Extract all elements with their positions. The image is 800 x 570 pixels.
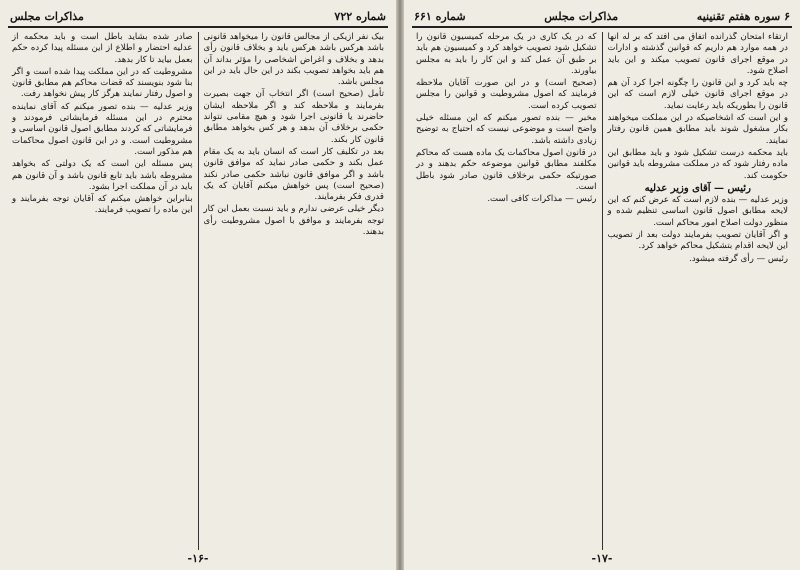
- paragraph: که در یک کاری در یک مرحله کمیسیون قانون را تشکیل شود تصویب خواهد کرد و کمیسیون هم باید بر طبق آن عمل کند و این کار را باید به مجلس بیاورند.: [416, 32, 597, 76]
- paragraph: ارتقاء امتحان گذرانده اتفاق می افتد که بر له آنها در همه موارد هم داریم که قوانین گذشته و ادارات در موقع اجرای قانون تصویب میکند و این باید اصلاح شود.: [607, 32, 788, 76]
- section-heading: رئیس — آقای وزیر عدلیه: [644, 182, 751, 194]
- paragraph: رئیس — مذاکرات کافی است.: [487, 194, 597, 205]
- right-page: [402, 0, 800, 570]
- left-page-column-1: [200, 32, 389, 550]
- left-page-columns: [8, 32, 388, 550]
- paragraph: باید محکمه درست تشکیل شود و باید مطابق این ماده رفتار شود که در مملکت مشروطه باید قوانین حکومت کند.: [607, 147, 788, 181]
- right-header-date-label: ۶ سوره هفتم تقنينيه: [696, 9, 790, 23]
- paragraph: (صحیح است) و در این صورت آقایان ملاحظه فرمایند که اصول مشروطیت و قوانین را مجلس تصویب کرده است.: [416, 78, 597, 111]
- paragraph: رئیس — رأی گرفته میشود.: [689, 253, 788, 264]
- left-page-number: -۱۶-: [187, 552, 209, 565]
- left-header-journal-title: مذاكرات مجلس: [10, 9, 84, 23]
- paragraph: چه باید کرد و این قانون را چگونه اجرا کرد آن هم در موقع اجرای قانون خیلی لازم است که این قانون را بطوریکه باید رعایت نماید.: [607, 78, 788, 111]
- paragraph: بنابراین خواهش میکنم که آقایان توجه بفرمایند و این ماده را تصویب فرمایند.: [12, 194, 193, 216]
- right-page-column-1: [604, 32, 793, 550]
- right-header-journal-title: مذاكرات مجلس: [544, 9, 619, 23]
- paragraph: در قانون اصول محاکمات یک ماده هست که محاکم مکلفند مطابق قوانین موضوعه حکم بدهند و در صورتیکه حکمی برخلاف قانون صادر شود باطل است.: [416, 147, 597, 192]
- paragraph: پس مسئله این است که یک دولتی که بخواهد مشروطه باشد باید تابع قانون باشد و آن قانون هم باید در آن مملکت اجرا بشود.: [12, 159, 193, 192]
- paragraph: مخبر — بنده تصور میکنم که این مسئله خیلی واضح است و موضوعی نیست که احتیاج به توضیح زیادی داشته باشد.: [416, 113, 597, 146]
- paragraph: بیک نفر ازیکی از مجالس قانون را میخواهد قانونی باشد هرکس باشد هرکس باید و بخلاف قانون رأی بدهد و بخلاف و اغراض اشخاصی را مؤثر بداند آن هم باید بخواهد تصویب بکند در این حال باید در این مجلس باشد.: [203, 32, 384, 88]
- paragraph: و اگر آقایان تصویب بفرمایند دولت بعد از تصویب این لایحه اقدام بتشکیل محاکم خواهد کرد.: [607, 230, 788, 252]
- right-page-columns: [412, 32, 792, 550]
- left-page-header: [8, 8, 388, 28]
- paragraph: صادر شده بشاید باطل است و باید محکمه از عدلیه احتضار و اطلاع از این مسئله پیدا کرده حکم بعمل بیاید تا کار بدهد.: [12, 32, 193, 65]
- right-header-left-label: شماره ۶۶۱: [414, 9, 466, 23]
- right-page-header: [412, 8, 792, 28]
- left-page-column-2: [8, 32, 197, 550]
- left-page: [0, 0, 398, 570]
- paragraph: مشروطیت که در این مملکت پیدا شده است و اگر بنا شود بنویسند که قضات محاکم هم مطابق قانون و اصول رفتار نمایند هرگز کار پیش نخواهد رفت.: [12, 66, 193, 100]
- column-divider: [198, 32, 199, 550]
- paragraph: بعد در تکلیف کار است که انسان باید به یک مقام عمل بکند و حکمی صادر نماید که موافق قانون باشد و اگر موافق قانون نباشد حکمی صادر نکند (صحیح است) پس خواهش میکنم آقایان که یک قدری فکر بفرمایند.: [203, 146, 384, 203]
- paragraph: وزیر عدلیه — بنده تصور میکنم که آقای نماینده محترم در این مسئله فرمایشاتی فرمودند و فرمایشاتی که کردند مطابق اصول قانون اساسی و مشروطیت است. و در این قانون اصول محاکمات هم مذکور است.: [12, 101, 193, 157]
- paragraph: وزیر عدلیه — بنده لازم است که عرض کنم که این لایحه مطابق اصول قانون اساسی تنظیم شده و منظور دولت اصلاح امور محاکم است.: [607, 195, 788, 228]
- paragraph: تأمل (صحیح است) اگر انتخاب آن جهت بصیرت بفرمایند و ملاحظه کند و اگر ملاحظه ایشان حاضرند یا قانونی اجرا شود و هیچ مقامی نتواند حکمی برخلاف آن بدهد و هر کس بخواهد مطابق قانون کار بکند.: [203, 89, 384, 145]
- right-page-number: -۱۷-: [591, 552, 613, 565]
- column-divider: [602, 32, 603, 550]
- paragraph: دیگر خیلی عرضی ندارم و باید نسبت بعمل این کار توجه بفرمایند و موافق با اصول مشروطیت رأی بدهند.: [203, 204, 384, 238]
- paragraph: و این است که اشخاصیکه در این مملکت میخواهند بکار مشغول شوند باید مطابق همین قانون رفتار نمایند.: [607, 113, 788, 146]
- left-header-right-label: شماره ۷۲۲: [334, 9, 386, 23]
- right-page-column-2: [412, 32, 601, 550]
